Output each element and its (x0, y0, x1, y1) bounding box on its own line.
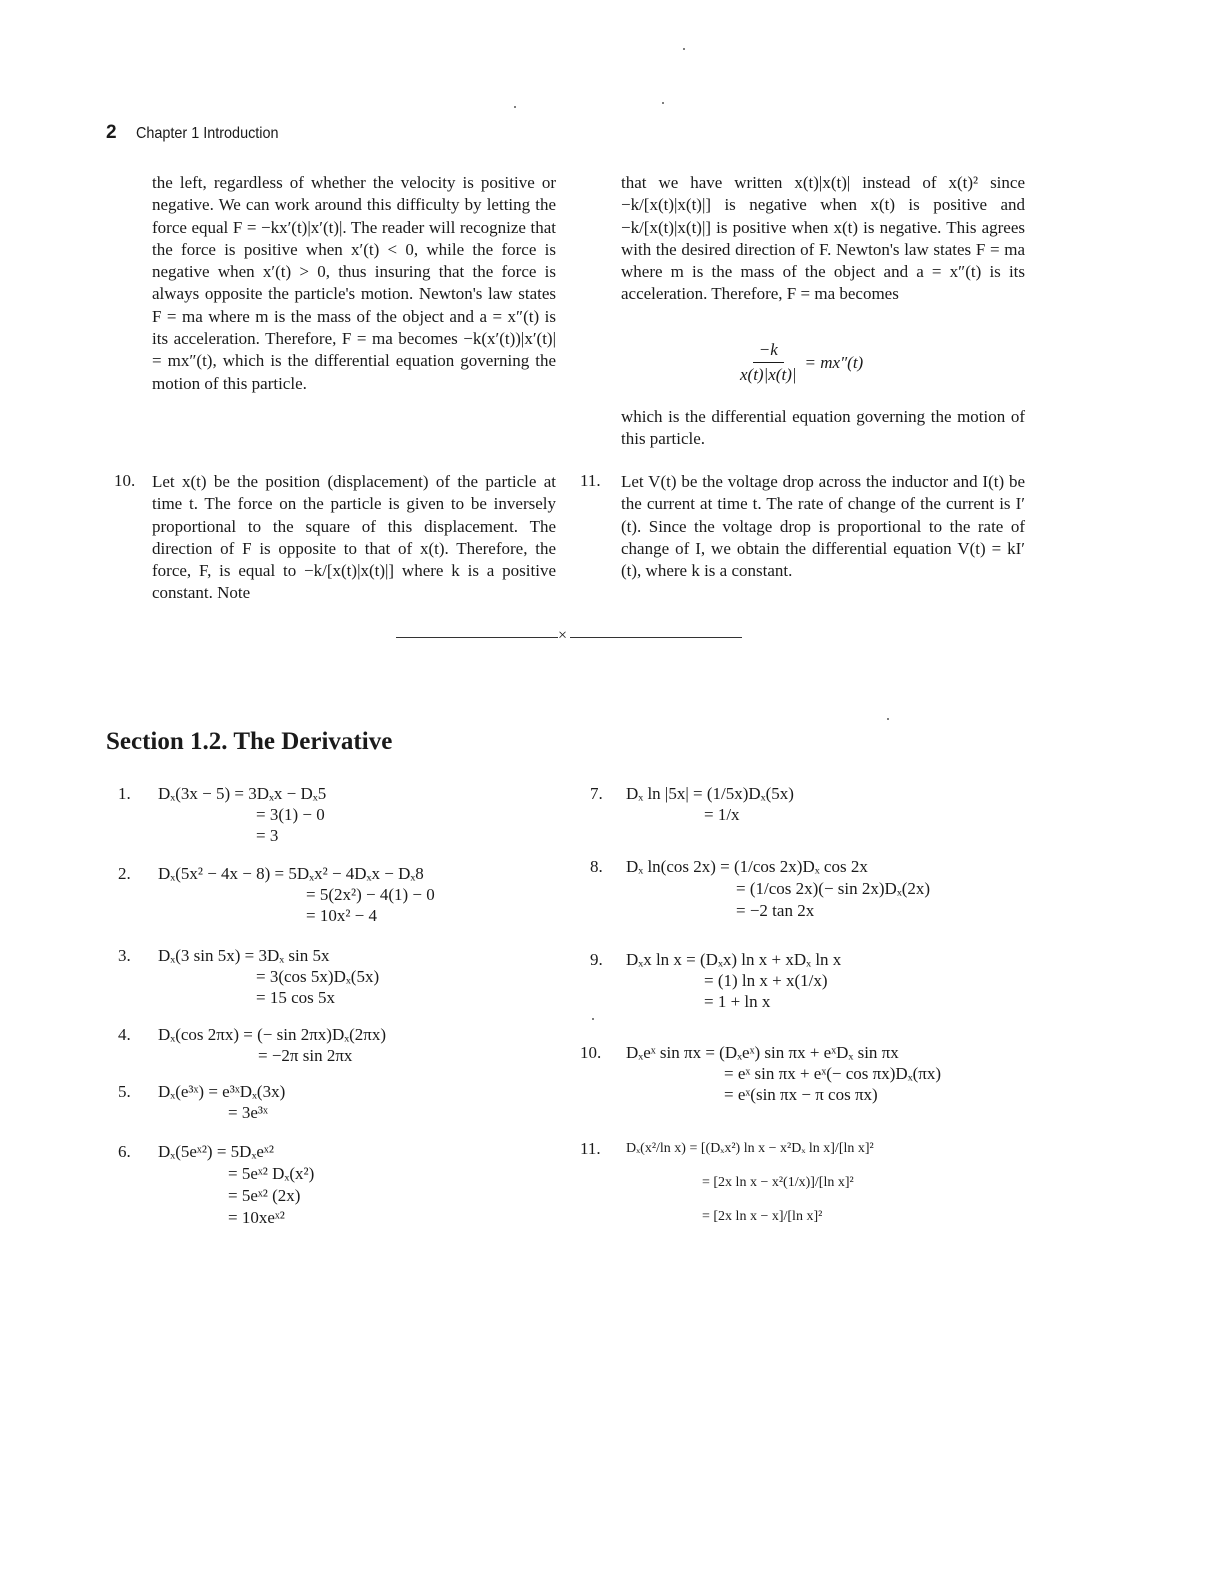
math-line: Dₓ(3 sin 5x) = 3Dₓ sin 5x (158, 946, 330, 965)
math-line: Dₓ ln |5x| = (1/5x)Dₓ(5x) (626, 784, 794, 803)
math-line: Dₓ(5x² − 4x − 8) = 5Dₓx² − 4Dₓx − Dₓ8 (158, 864, 424, 883)
derivative-problem-4 (118, 1024, 578, 1068)
left-column-continuation (152, 172, 556, 395)
math-line: Dₓ(e³ˣ) = e³ˣDₓ(3x) (158, 1082, 286, 1101)
scan-speck (514, 106, 516, 108)
math-line: = (1/cos 2x)(− sin 2x)Dₓ(2x) (736, 879, 931, 898)
math-line: = 3(1) − 0 (256, 805, 325, 824)
math-line: = 10xeˣ² (228, 1208, 285, 1227)
section-title: Section 1.2. The Derivative (106, 728, 393, 755)
chapter-title: Chapter 1 Introduction (136, 125, 279, 142)
math-line: = 3 (256, 826, 279, 845)
problem-number: 10. (580, 1043, 602, 1062)
math-line: Dₓeˣ sin πx = (Dₓeˣ) sin πx + eˣDₓ sin πx (626, 1043, 899, 1062)
right-after-equation (621, 406, 1025, 451)
problem-number: 5. (118, 1082, 131, 1101)
problem-10-text (152, 471, 556, 605)
math-line: = 1 + ln x (704, 992, 771, 1011)
problem-number: 11. (580, 1139, 601, 1158)
math-line: = eˣ sin πx + eˣ(− cos πx)Dₓ(πx) (724, 1064, 942, 1083)
derivative-problem-5 (118, 1081, 578, 1125)
derivative-problem-10 (580, 1042, 1040, 1108)
math-line: = 5(2x²) − 4(1) − 0 (306, 885, 435, 904)
derivative-problem-8 (590, 856, 1050, 922)
derivative-problem-3 (118, 945, 578, 1011)
math-line: = 3e³ˣ (228, 1103, 268, 1122)
derivative-problem-9 (590, 949, 1050, 1015)
problem-number: 9. (590, 950, 603, 969)
equation-numerator: −k (753, 340, 784, 363)
equation-rhs: = mx″(t) (804, 352, 864, 372)
math-line: = −2π sin 2πx (258, 1046, 353, 1065)
section-divider-line (570, 637, 742, 638)
math-line: Dₓ(cos 2πx) = (− sin 2πx)Dₓ(2πx) (158, 1025, 387, 1044)
math-line: = 5eˣ² Dₓ(x²) (228, 1164, 315, 1183)
display-equation (740, 340, 863, 385)
paragraph: which is the differential equation governing the motion of this particle. (621, 407, 1025, 449)
derivative-problem-2 (118, 863, 578, 929)
paragraph: that we have written x(t)|x(t)| instead of x(t)² since −k/[x(t)|x(t)|] is negative when x(t) is positive and −k/[x(t)|x(t)|] is positive when x(t) is negative. This agrees with the desired direction of F. Newton's law states F = ma where m is the mass of the object and a = x″(t) is its acceleration. Therefore, F = ma becomes (621, 173, 1025, 304)
math-line: Dₓx ln x = (Dₓx) ln x + xDₓ ln x (626, 950, 842, 969)
equation-fraction (740, 340, 797, 385)
problem-number: 4. (118, 1025, 131, 1044)
math-line: = 3(cos 5x)Dₓ(5x) (256, 967, 380, 986)
math-line: = 15 cos 5x (256, 988, 335, 1007)
math-line: Dₓ ln(cos 2x) = (1/cos 2x)Dₓ cos 2x (626, 857, 868, 876)
section-divider-line (396, 637, 558, 638)
derivative-problem-11 (580, 1138, 1040, 1238)
equation-denominator: x(t)|x(t)| (740, 365, 797, 384)
math-line: = [2x ln x − x²(1/x)]/[ln x]² (702, 1175, 854, 1190)
page-number: 2 (106, 122, 117, 143)
problem-number: 2. (118, 864, 131, 883)
scan-speck (592, 1018, 594, 1020)
derivative-problem-6 (118, 1141, 578, 1229)
scan-speck (887, 718, 889, 720)
problem-11-text (621, 471, 1025, 582)
problem-number: 10. (114, 471, 136, 490)
math-line: = 10x² − 4 (306, 906, 378, 925)
right-column-continuation (621, 172, 1025, 306)
math-line: Dₓ(x²/ln x) = [(Dₓx²) ln x − x²Dₓ ln x]/[ln x]² (626, 1141, 874, 1156)
math-line: = [2x ln x − x]/[ln x]² (702, 1209, 823, 1224)
scan-speck (683, 48, 685, 50)
math-line: Dₓ(5eˣ²) = 5Dₓeˣ² (158, 1142, 274, 1161)
problem-number: 7. (590, 784, 603, 803)
math-line: = 1/x (704, 805, 740, 824)
derivative-problem-1 (118, 783, 578, 849)
paragraph: Let x(t) be the position (displacement) of the particle at time t. The force on the particle is given to be inversely proportional to the square of this displacement. The direction of F is opposite to that of x(t). Therefore, the force, F, is equal to −k/[x(t)|x(t)|] where k is a positive constant. Note (152, 472, 556, 603)
problem-number: 8. (590, 857, 603, 876)
math-line: = −2 tan 2x (736, 901, 815, 920)
problem-number: 3. (118, 946, 131, 965)
math-line: = eˣ(sin πx − π cos πx) (724, 1085, 878, 1104)
paragraph: Let V(t) be the voltage drop across the inductor and I(t) be the current at time t. The rate of change of the current is I′(t). Since the voltage drop is proportional to the rate of change of I, we obtain the differential equation V(t) = kI′(t), where k is a constant. (621, 472, 1025, 581)
problem-number: 11. (580, 471, 601, 490)
problem-number: 6. (118, 1142, 131, 1161)
paragraph: the left, regardless of whether the velocity is positive or negative. We can work around this difficulty by letting the force equal F = −kx′(t)|x′(t)|. The reader will recognize that the force is positive when x′(t) < 0, while the force is negative when x′(t) > 0, thus insuring that the force is always opposite the particle's motion. Newton's law states F = ma where m is the mass of the object and a = x″(t) is its acceleration. Therefore, F = ma becomes −k(x′(t))|x′(t)| = mx″(t), which is the differential equation governing the motion of this particle. (152, 173, 556, 393)
math-line: Dₓ(3x − 5) = 3Dₓx − Dₓ5 (158, 784, 327, 803)
math-line: = (1) ln x + x(1/x) (704, 971, 828, 990)
problem-number: 1. (118, 784, 131, 803)
math-line: = 5eˣ² (2x) (228, 1186, 301, 1205)
scan-speck (662, 102, 664, 104)
derivative-problem-7 (590, 783, 1050, 827)
section-divider-mark: × (558, 627, 568, 644)
